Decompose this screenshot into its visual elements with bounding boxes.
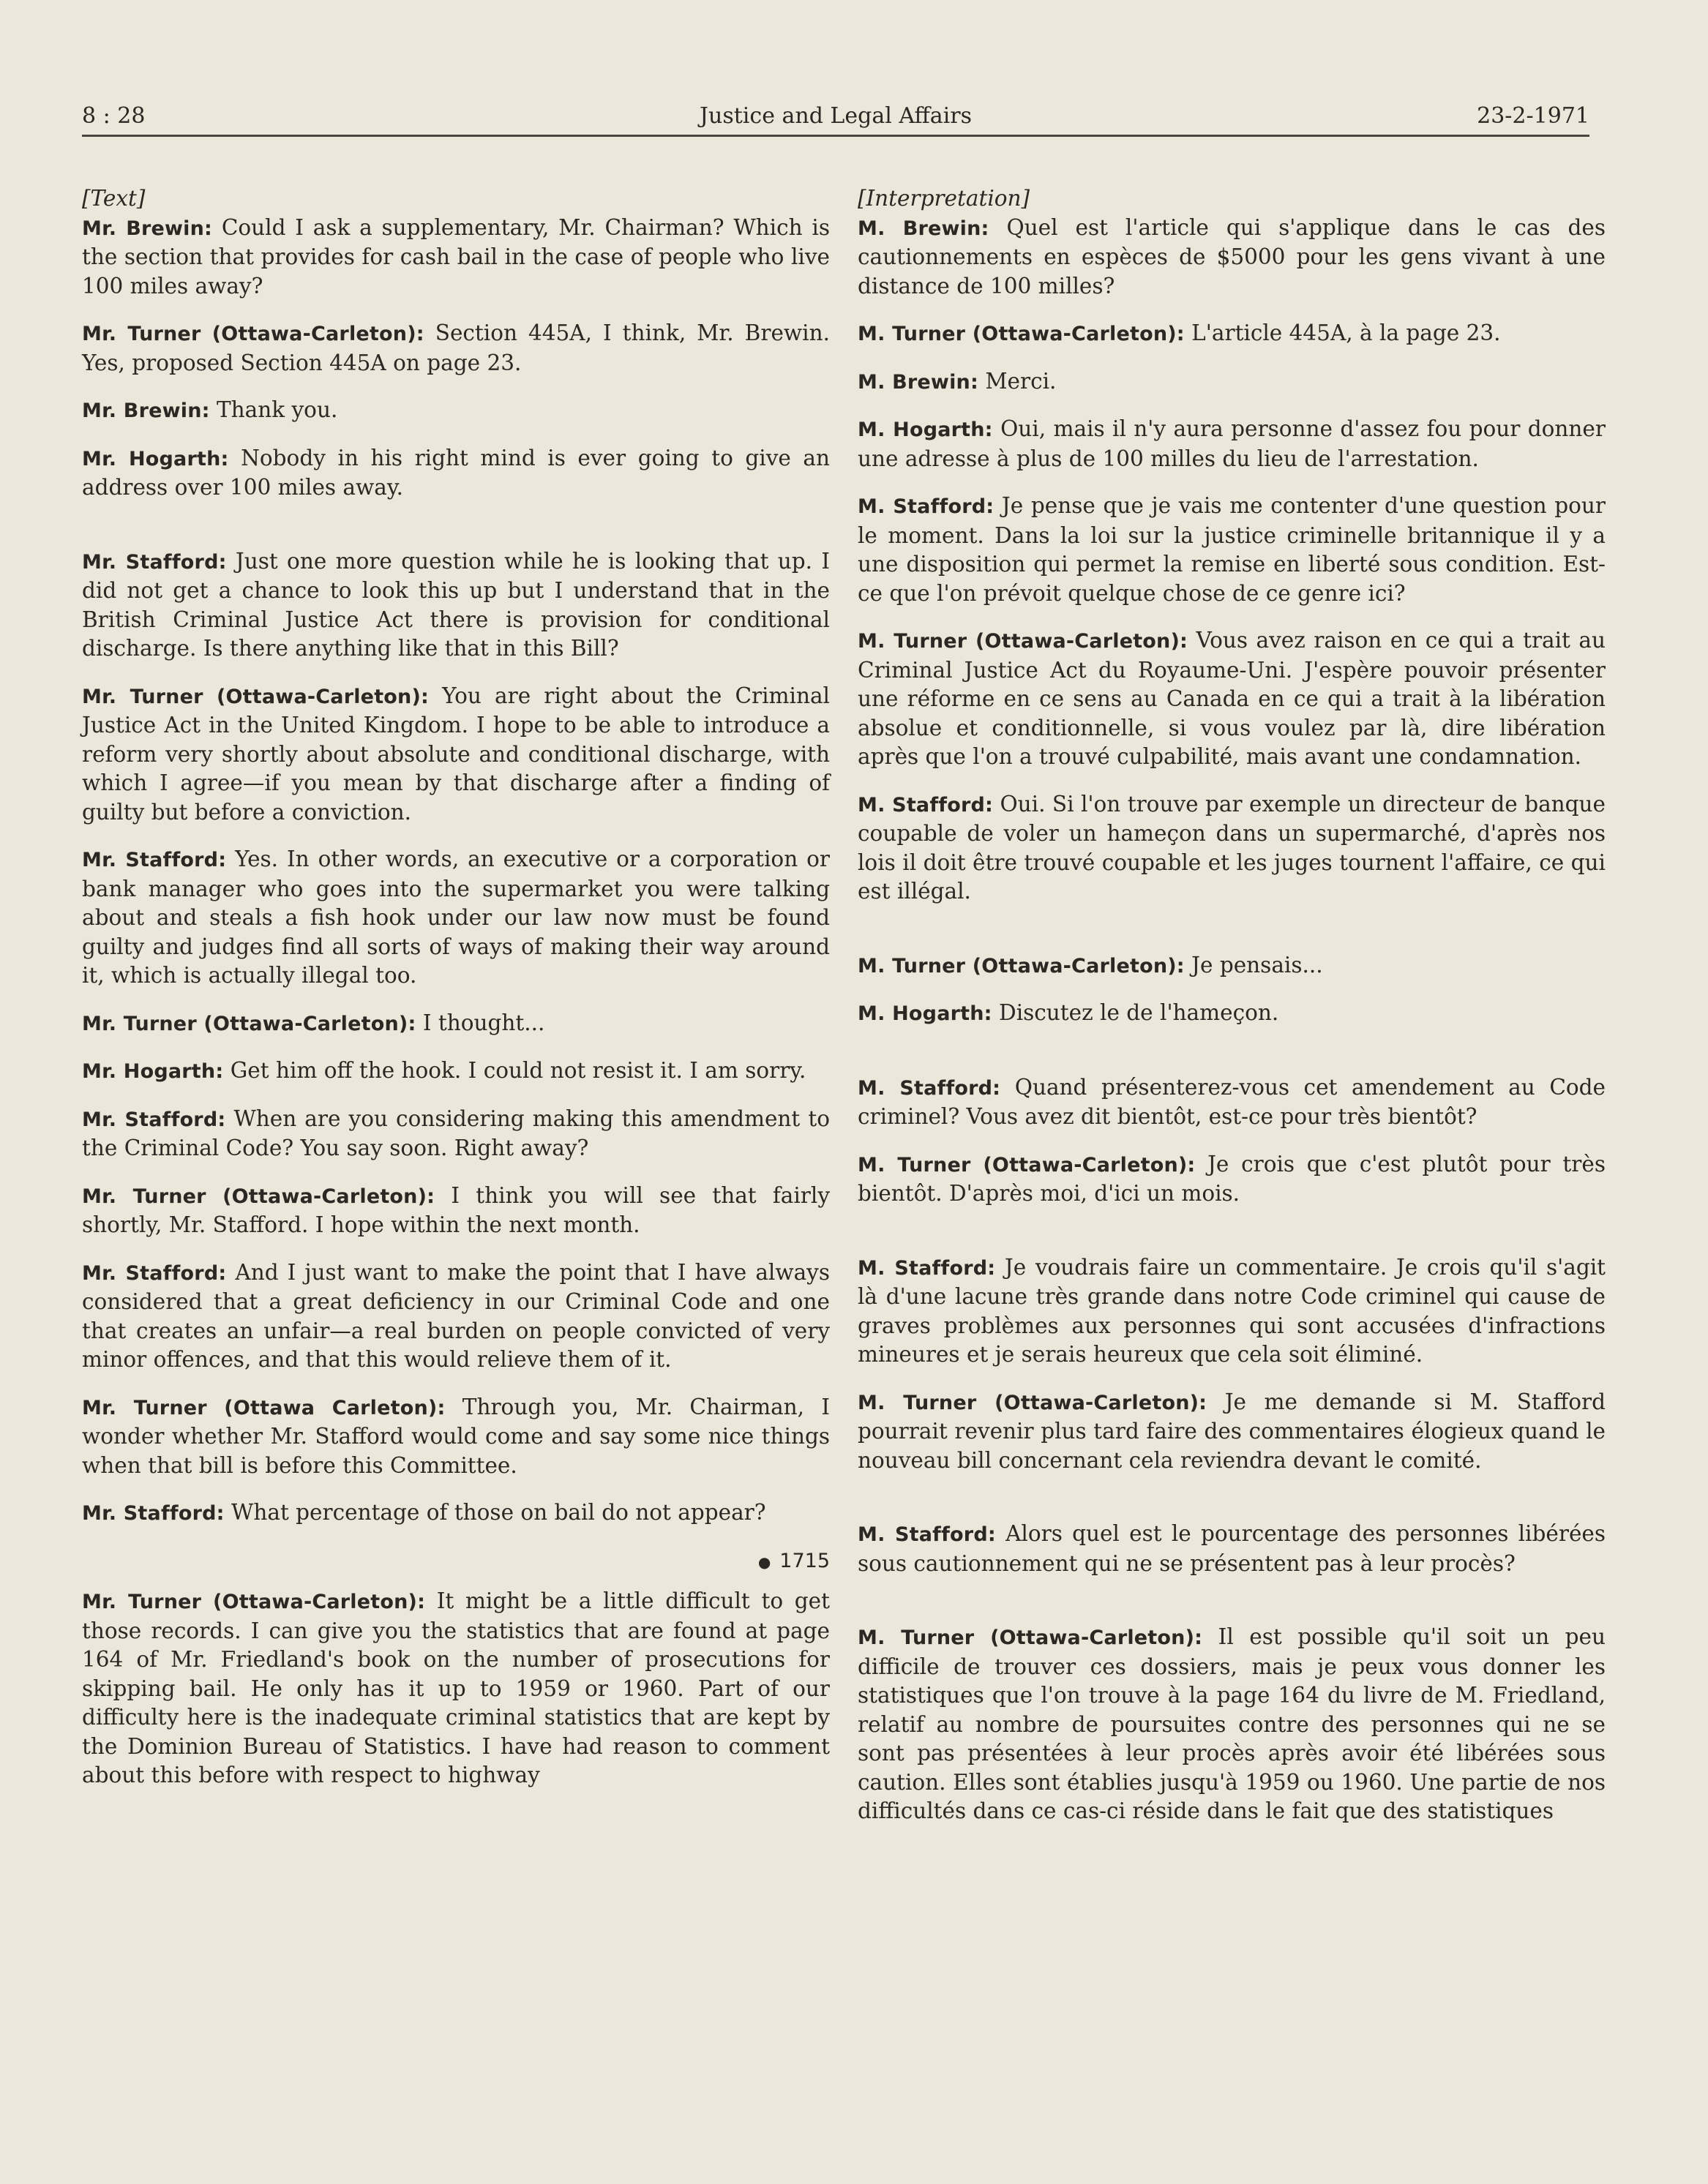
transcript-paragraph — [858, 1253, 1606, 1370]
transcript-paragraph — [82, 682, 830, 828]
bullet-icon: ● — [757, 1553, 771, 1571]
speaker-name: M. Stafford: — [858, 1256, 996, 1280]
timestamp-value: 1715 — [779, 1549, 830, 1572]
speech-text: When are you considering making this amendment to the Criminal Code? You say soon. Right away? — [82, 1106, 830, 1160]
speaker-name: Mr. Turner (Ottawa-Carleton): — [82, 1012, 416, 1035]
transcript-paragraph — [82, 1393, 830, 1481]
transcript-paragraph — [858, 492, 1606, 608]
speaker-name: Mr. Stafford: — [82, 1108, 226, 1131]
transcript-paragraph — [82, 396, 830, 426]
transcript-paragraph — [82, 214, 830, 301]
running-header — [82, 94, 1589, 137]
speaker-name: Mr. Brewin: — [82, 399, 210, 422]
speech-text: Quand présenterez-vous cet amendement au Code criminel? Vous avez dit bientôt, est-ce pour très bientôt? — [858, 1074, 1606, 1129]
transcript-paragraph — [82, 1009, 830, 1039]
speaker-name: Mr. Turner (Ottawa Carleton): — [82, 1396, 446, 1419]
transcript-paragraph — [858, 1073, 1606, 1132]
transcript-paragraph — [858, 951, 1606, 981]
speaker-name: Mr. Turner (Ottawa-Carleton): — [82, 685, 430, 708]
transcript-paragraph — [858, 1623, 1606, 1826]
speaker-name: M. Turner (Ottawa-Carleton): — [858, 954, 1185, 977]
header-date: 23-2-1971 — [1477, 103, 1589, 129]
speech-text: L'article 445A, à la page 23. — [1184, 320, 1501, 345]
speech-text: Il est possible qu'il soit un peu difficile de trouver ces dossiers, mais je peux vous donner les statistiques que l'on trouve à la page 164 du livre de M. Friedland, relatif au nombre de poursuites contre des personnes qui ne se sont pas présentées à leur procès après avoir été libérées sous caution. Elles sont établies jusqu'à 1959 ou 1960. Une partie de nos difficultés dans ce cas-ci réside dans le fait que des statistiques — [858, 1624, 1606, 1823]
speaker-name: M. Stafford: — [858, 1523, 996, 1546]
speech-text: Je pense que je vais me contenter d'une question pour le moment. Dans la loi sur la justice criminelle britannique il y a une disposition qui permet la remise en liberté sous condition. Est-ce que l'on prévoit quelque chose de ce genre ici? — [858, 493, 1606, 606]
speech-text: Yes. In other words, an executive or a corporation or bank manager who goes into the supermarket you were talking about and steals a fish hook under our law now must be found guilty and judges find all sorts of ways of making their way around it, which is actually illegal too. — [82, 847, 830, 988]
transcript-paragraph — [82, 1587, 830, 1790]
speaker-name: M. Turner (Ottawa-Carleton): — [858, 1153, 1196, 1177]
speech-text: Merci. — [978, 368, 1057, 394]
speech-text: I think you will see that fairly shortly, Mr. Stafford. I hope within the next month. — [82, 1182, 830, 1237]
transcript-paragraph — [858, 626, 1606, 772]
french-column — [858, 184, 1606, 1845]
speaker-name: M. Turner (Ottawa-Carleton): — [858, 323, 1185, 345]
transcript-paragraph — [82, 1182, 830, 1240]
transcript-paragraph — [858, 790, 1606, 907]
speaker-name: Mr. Hogarth: — [82, 447, 229, 470]
speaker-name: Mr. Brewin: — [82, 217, 213, 240]
transcript-paragraph — [82, 444, 830, 503]
english-column — [82, 184, 830, 1809]
speech-text: Discutez le de l'hameçon. — [992, 1000, 1279, 1025]
transcript-paragraph — [858, 367, 1606, 397]
speaker-name: M. Turner (Ottawa-Carleton): — [858, 1391, 1207, 1414]
speech-text: Section 445A, I think, Mr. Brewin. Yes, proposed Section 445A on page 23. — [82, 320, 830, 375]
speech-text: Just one more question while he is looking that up. I did not get a chance to look this up but I understand that in the British Criminal Justice Act there is provision for conditional discharge. Is there anything like that in this Bill? — [82, 548, 830, 661]
speech-text: You are right about the Criminal Justice Act in the United Kingdom. I hope to be able to introduce a reform very shortly about absolute and conditional discharge, with which I agree—if you mean by that discharge after a finding of guilty but before a conviction. — [82, 683, 830, 825]
transcript-paragraph — [82, 1258, 830, 1375]
speaker-name: M. Turner (Ottawa-Carleton): — [858, 1626, 1203, 1649]
speaker-name: M. Stafford: — [858, 1076, 1001, 1100]
speech-text: Oui. Si l'on trouve par exemple un directeur de banque coupable de voler un hameçon dans un supermarché, d'après nos lois il doit être trouvé coupable et les juges tournent l'affaire, ce qui est illégal. — [858, 791, 1606, 904]
speaker-name: M. Brewin: — [858, 217, 989, 240]
transcript-paragraph — [82, 1105, 830, 1163]
speech-text: Vous avez raison en ce qui a trait au Criminal Justice Act du Royaume-Uni. J'espère pouvoir présenter une réforme en ce sens au Canada en ce qui a trait à la libération absolue et conditionnelle, si vous voulez par là, dire libération après que l'on a trouvé culpabilité, mais avant une condamnation. — [858, 628, 1606, 769]
section-label-text: [Text] — [82, 186, 146, 211]
speech-text: Nobody in his right mind is ever going to give an address over 100 miles away. — [82, 445, 831, 500]
header-title: Justice and Legal Affairs — [700, 103, 972, 129]
speaker-name: Mr. Stafford: — [82, 1261, 227, 1285]
transcript-paragraph — [82, 547, 830, 664]
speech-text: And I just want to make the point that I have always considered that a great deficiency in our Criminal Code and one that creates an unfair—a real burden on people convicted of very minor offences, and that this would relieve them of it. — [82, 1259, 830, 1372]
speaker-name: Mr. Turner (Ottawa-Carleton): — [82, 323, 424, 345]
speech-text: Je me demande si M. Stafford pourrait revenir plus tard faire des commentaires élogieux quand le nouveau bill concernant cela reviendra devant le comité. — [858, 1389, 1606, 1473]
transcript-paragraph — [858, 1520, 1606, 1578]
transcript-paragraph — [858, 1150, 1606, 1209]
section-label-interpretation: [Interpretation] — [858, 186, 1030, 211]
transcript-paragraph — [82, 319, 830, 378]
transcript-paragraph — [82, 1498, 830, 1528]
speech-text: I thought... — [416, 1010, 545, 1035]
timestamp-marker — [82, 1547, 830, 1577]
speaker-name: M. Hogarth: — [858, 419, 993, 441]
speaker-name: M. Turner (Ottawa-Carleton): — [858, 630, 1188, 653]
speaker-name: M. Stafford: — [858, 793, 994, 817]
speech-text: Je crois que c'est plutôt pour très bientôt. D'après moi, d'ici un mois. — [858, 1151, 1606, 1206]
speech-text: Oui, mais il n'y aura personne d'assez fou pour donner une adresse à plus de 100 milles du lieu de l'arrestation. — [858, 416, 1606, 471]
speaker-name: Mr. Turner (Ottawa-Carleton): — [82, 1591, 426, 1613]
speaker-name: Mr. Stafford: — [82, 550, 227, 574]
page-number: 8 : 28 — [82, 103, 146, 129]
transcript-paragraph — [858, 999, 1606, 1029]
transcript-paragraph — [858, 319, 1606, 349]
speaker-name: M. Hogarth: — [858, 1002, 992, 1025]
speech-text: Je voudrais faire un commentaire. Je crois qu'il s'agit là d'une lacune très grande dans notre Code criminel qui cause de graves problèmes aux personnes qui sont accusées d'infractions mineures et je serais heureux que cela soit éliminé. — [858, 1254, 1606, 1367]
transcript-paragraph — [858, 1388, 1606, 1476]
speech-text: Alors quel est le pourcentage des personnes libérées sous cautionnement qui ne se présentent pas à leur procès? — [858, 1521, 1606, 1576]
transcript-paragraph — [858, 214, 1606, 301]
speaker-name: Mr. Hogarth: — [82, 1060, 224, 1083]
speech-text: Je pensais... — [1184, 952, 1323, 977]
speech-text: Get him off the hook. I could not resist it. I am sorry. — [223, 1058, 806, 1083]
speaker-name: M. Stafford: — [858, 495, 995, 518]
speaker-name: Mr. Turner (Ottawa-Carleton): — [82, 1185, 435, 1208]
speech-text: It might be a little difficult to get those records. I can give you the statistics that are found at page 164 of Mr. Friedland's book on the number of prosecutions for skipping bail. He only has it up to 1959 or 1960. Part of our difficulty here is the inadequate criminal statistics that are kept by the Dominion Bureau of Statistics. I have had reason to comment about this before with respect to highway — [82, 1588, 830, 1787]
speech-text: Quel est l'article qui s'applique dans le cas des cautionnements en espèces de $5000 pour les gens vivant à une distance de 100 milles? — [858, 214, 1606, 299]
transcript-paragraph — [858, 415, 1606, 473]
speech-text: Could I ask a supplementary, Mr. Chairman? Which is the section that provides for cash bail in the case of people who live 100 miles away? — [82, 214, 830, 299]
speaker-name: Mr. Stafford: — [82, 1502, 225, 1525]
transcript-paragraph — [82, 1057, 830, 1087]
speaker-name: Mr. Stafford: — [82, 849, 227, 871]
transcript-paragraph — [82, 845, 830, 991]
speaker-name: M. Brewin: — [858, 370, 978, 394]
speech-text: Through you, Mr. Chairman, I wonder whether Mr. Stafford would come and say some nice things when that bill is before this Committee. — [82, 1394, 830, 1478]
speech-text: Thank you. — [209, 397, 338, 422]
speech-text: What percentage of those on bail do not appear? — [224, 1500, 766, 1525]
